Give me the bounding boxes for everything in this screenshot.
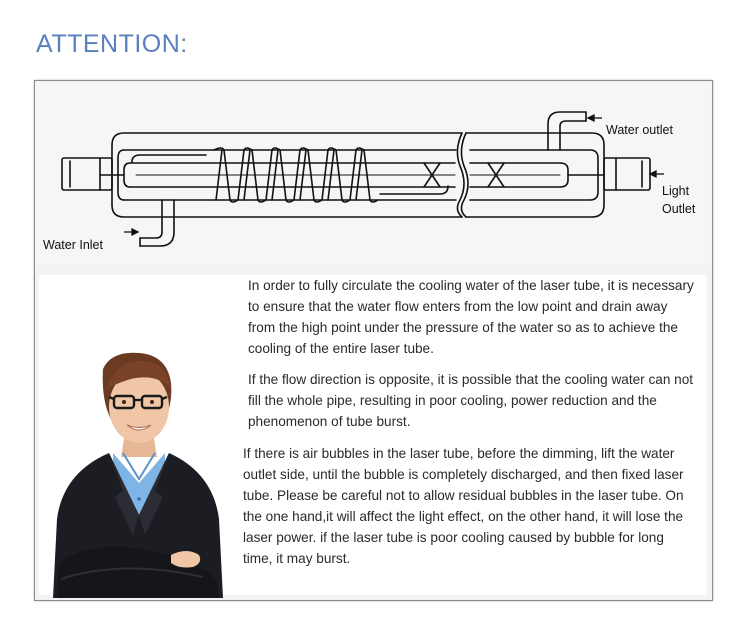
light-outlet-label-line1: Light	[662, 184, 690, 198]
light-outlet-label-line2: Outlet	[662, 202, 696, 216]
paragraph-3: If there is air bubbles in the laser tube, before the dimming, lift the water outlet side, until the bubble is completely discharged, and then fixed laser tube. Please be careful not to allow residual bubbles in the laser tube. On the one hand,it will affect the light effect, on the other hand, it will lose the laser power. if the laser tube is poor cooling caused by bubble for long time, it may burst.	[243, 446, 684, 566]
page-title: ATTENTION:	[36, 30, 188, 58]
water-inlet-label: Water Inlet	[43, 238, 103, 252]
paragraph-1: In order to fully circulate the cooling water of the laser tube, it is necessary to ensure that the water flow enters from the low point and drain away from the high point under the pressure of the water so as to achieve the cooling of the entire laser tube.	[248, 278, 694, 356]
businesswoman-illustration	[53, 349, 223, 598]
water-outlet-label: Water outlet	[606, 123, 673, 137]
paragraph-2: If the flow direction is opposite, it is possible that the cooling water can not fill the whole pipe, resulting in poor cooling, power reduction and the phenomenon of tube burst.	[248, 372, 694, 429]
